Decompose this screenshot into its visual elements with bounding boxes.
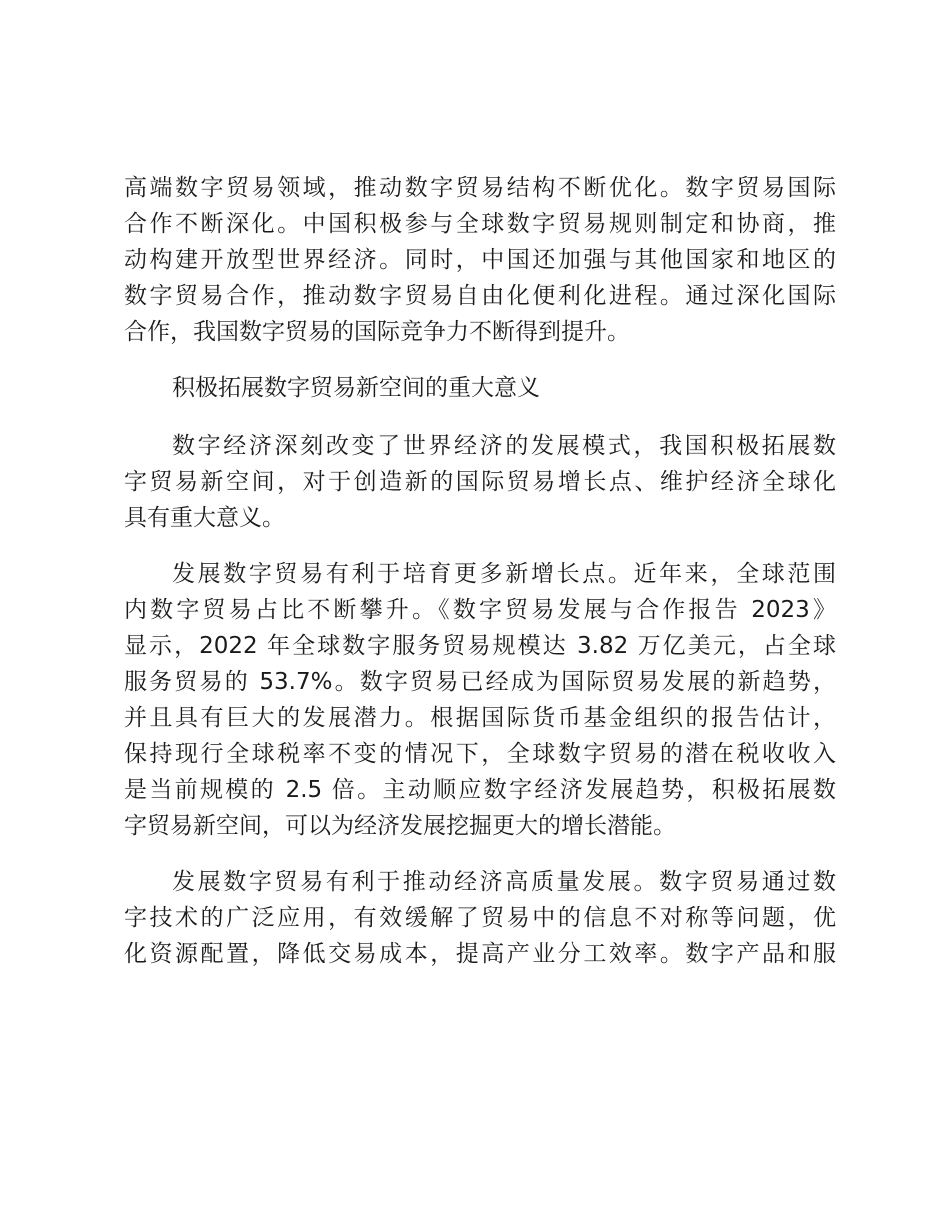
text-line: 发展数字贸易有利于推动经济高质量发展。数字贸易通过数	[172, 869, 836, 895]
text-line: 合作不断深化。中国积极参与全球数字贸易规则制定和协商，推	[124, 211, 836, 237]
text-line: 并且具有巨大的发展潜力。根据国际货币基金组织的报告估计，	[124, 705, 836, 731]
text-line: 是当前规模的 2.5 倍。主动顺应数字经济发展趋势，积极拓展数	[124, 777, 836, 803]
paragraph-digital-trade-cooperation	[124, 170, 836, 350]
paragraph-new-growth-points	[124, 556, 836, 844]
paragraph-high-quality-development	[124, 864, 836, 972]
document-page	[124, 170, 836, 992]
text-line: 字贸易新空间，对于创造新的国际贸易增长点、维护经济全球化	[124, 469, 836, 495]
text-line: 合作，我国数字贸易的国际竞争力不断得到提升。	[124, 319, 630, 345]
text-line: 发展数字贸易有利于培育更多新增长点。近年来，全球范围	[172, 561, 836, 587]
text-line: 内数字贸易占比不断攀升。《数字贸易发展与合作报告 2023》	[124, 597, 836, 623]
paragraph-significance	[124, 428, 836, 536]
text-line: 显示，2022 年全球数字服务贸易规模达 3.82 万亿美元，占全球	[124, 633, 836, 659]
text-line: 动构建开放型世界经济。同时，中国还加强与其他国家和地区的	[124, 247, 836, 273]
text-line: 化资源配置，降低交易成本，提高产业分工效率。数字产品和服	[124, 941, 836, 967]
text-line: 高端数字贸易领域，推动数字贸易结构不断优化。数字贸易国际	[124, 175, 836, 201]
text-line: 服务贸易的 53.7%。数字贸易已经成为国际贸易发展的新趋势，	[124, 669, 836, 695]
text-line: 数字贸易合作，推动数字贸易自由化便利化进程。通过深化国际	[124, 283, 836, 309]
text-line: 字技术的广泛应用，有效缓解了贸易中的信息不对称等问题，优	[124, 905, 836, 931]
text-line: 具有重大意义。	[124, 505, 285, 531]
text-line: 字贸易新空间，可以为经济发展挖掘更大的增长潜能。	[124, 813, 676, 839]
heading-text: 积极拓展数字贸易新空间的重大意义	[172, 375, 540, 401]
text-line: 保持现行全球税率不变的情况下，全球数字贸易的潜在税收收入	[124, 741, 836, 767]
section-heading	[124, 370, 836, 406]
text-line: 数字经济深刻改变了世界经济的发展模式，我国积极拓展数	[172, 433, 836, 459]
